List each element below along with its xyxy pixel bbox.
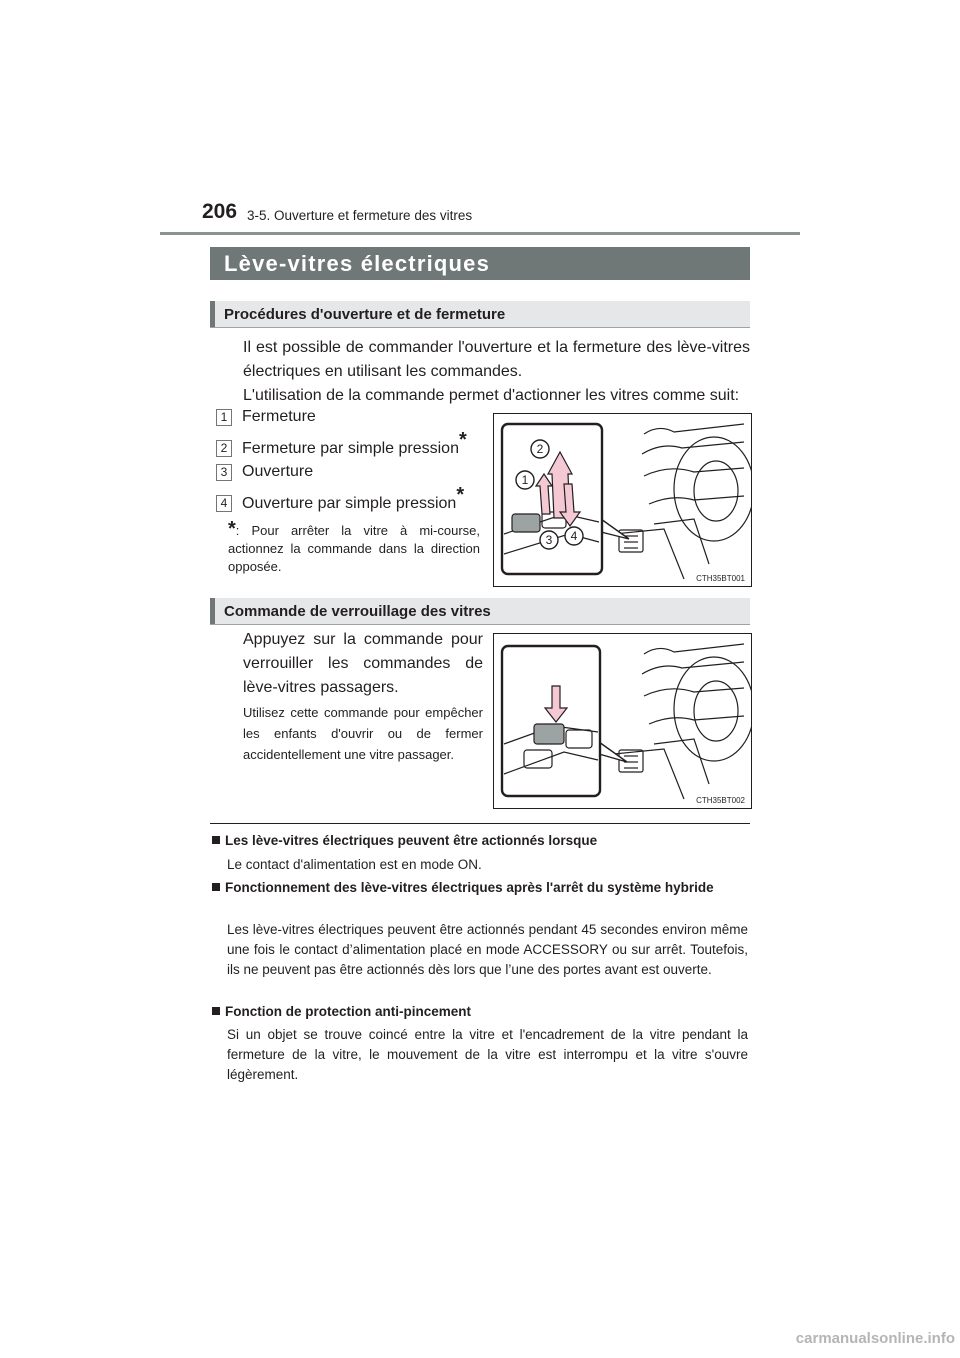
footnote-text: : Pour arrêter la vitre à mi-course, actionnez la commande dans la direction opposée. [228, 523, 480, 574]
callout-3: 3 [545, 533, 553, 547]
note-heading-2 [212, 879, 748, 897]
callout-4: 4 [570, 529, 578, 543]
window-lock-figure [493, 633, 752, 809]
top-rule [160, 232, 800, 235]
step-item-1 [216, 408, 316, 426]
step-number-2: 2 [216, 440, 232, 457]
intro-text [243, 336, 750, 408]
callout-1: 1 [521, 473, 529, 487]
section-path: 3-5. Ouverture et fermeture des vitres [247, 208, 473, 223]
figure-code-2: CTH35BT002 [696, 796, 745, 805]
step-number-3: 3 [216, 464, 232, 481]
lock-instruction: Appuyez sur la commande pour verrouiller les commandes de lève-vitres passagers. [243, 631, 483, 696]
step-label-3: Ouverture [242, 463, 314, 480]
note-heading-3 [212, 1003, 752, 1021]
lock-note: Utilisez cette commande pour empêcher les enfants d'ouvrir ou de fermer accidentellement une vitre passager. [243, 705, 483, 762]
step-number-1: 1 [216, 409, 232, 426]
step-star-2: * [458, 429, 467, 451]
note-body-2: Les lève-vitres électriques peuvent être actionnés pendant 45 secondes environ même une fois le contact d’alimentation placé en mode ACCESSORY ou sur arrêt. Toutefois, ils ne peuvent pas être actionnés dès lors que l’une des portes avant est ouverte. [227, 922, 748, 977]
section-divider [210, 823, 750, 824]
step-star-4: * [456, 484, 465, 506]
footnote-star: * [228, 518, 236, 540]
note-heading-text-1: Les lève-vitres électriques peuvent être actionnés lorsque [225, 833, 598, 848]
bullet-square-icon [212, 836, 220, 844]
step-item-2 [216, 429, 467, 459]
page-title: Lève-vitres électriques [210, 247, 750, 280]
note-heading-text-3: Fonction de protection anti-pincement [225, 1004, 471, 1019]
step-item-3 [216, 463, 313, 481]
intro-paragraph-1: Il est possible de commander l'ouverture et la fermeture des lève-vitres électriques en utilisant les commandes. [243, 339, 750, 380]
watermark: carmanualsonline.info [795, 1330, 955, 1347]
note-body-3: Si un objet se trouve coincé entre la vitre et l'encadrement de la vitre pendant la fermeture de la vitre, le mouvement de la vitre est interrompu et la vitre s'ouvre légèrement. [227, 1027, 748, 1082]
callout-2: 2 [536, 442, 544, 456]
subheading-window-lock: Commande de verrouillage des vitres [210, 598, 750, 625]
window-switch-illustration [494, 414, 751, 586]
intro-paragraph-2: L'utilisation de la commande permet d'actionner les vitres comme suit: [243, 387, 740, 404]
note-heading-1 [212, 832, 752, 850]
footnote [228, 520, 480, 576]
bullet-square-icon [212, 883, 220, 891]
figure-code-1: CTH35BT001 [696, 574, 745, 583]
note-heading-text-2: Fonctionnement des lève-vitres électriques après l'arrêt du système hybride [225, 880, 714, 895]
subheading-open-close: Procédures d'ouverture et de fermeture [210, 301, 750, 328]
step-item-4 [216, 484, 465, 514]
step-label-4: Ouverture par simple pression [242, 494, 457, 512]
step-label-2: Fermeture par simple pression [242, 439, 459, 457]
note-body-1: Le contact d'alimentation est en mode ON. [227, 857, 482, 872]
window-switch-figure [493, 413, 752, 587]
page-number: 206 [202, 200, 238, 223]
step-label-1: Fermeture [242, 408, 316, 425]
step-number-4: 4 [216, 495, 232, 512]
bullet-square-icon [212, 1007, 220, 1015]
window-lock-illustration [494, 634, 751, 808]
